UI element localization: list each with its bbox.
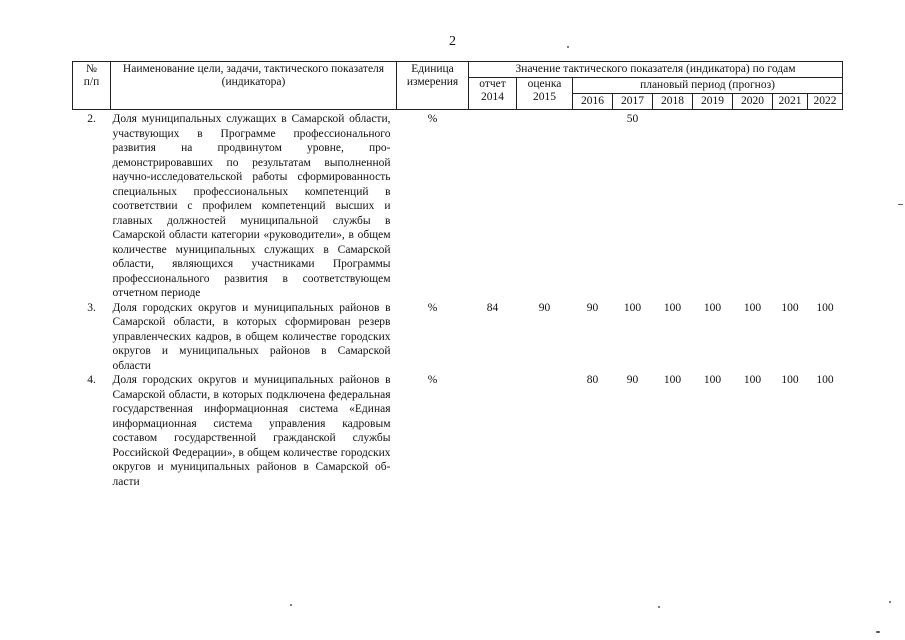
header-year-2016: 2016	[573, 94, 613, 110]
row-value-2014	[469, 110, 517, 301]
header-year-2019: 2019	[693, 94, 733, 110]
header-report-label: отчет	[479, 78, 506, 90]
table-row	[73, 110, 843, 301]
row-value-2022	[808, 110, 843, 301]
header-report-year: 2014	[481, 91, 504, 103]
row-name: Доля муниципальных служащих в Самарской области, участвующих в Программе профессионального развития на продвинутом уровне, продемонстрировавших по результатам выполненной научно-исследовательской работы сформированность специальных профессиональных компетенций в соответствии с профилем компетенций высших и главных должностей муниципальной службы в Самарской области категории «руководители», в общем количестве муниципальных служащих в Самарской области, являющихся участниками Программы профессионального развития в соответствующем отчетном периоде	[112, 113, 391, 299]
scan-speck	[889, 601, 891, 603]
header-estimate	[517, 78, 573, 110]
row-num: 4.	[87, 374, 96, 386]
scan-speck	[290, 604, 292, 606]
row-value-2021: 100	[781, 301, 799, 314]
row-unit: %	[427, 374, 438, 386]
page-number: 2	[449, 34, 456, 49]
row-num: 3.	[87, 301, 96, 314]
header-year-2021: 2021	[773, 94, 808, 110]
row-value-2020	[733, 110, 773, 301]
row-value-2019: 100	[703, 374, 722, 386]
row-unit: %	[427, 301, 438, 314]
row-value-2014: 84	[486, 301, 499, 314]
header-estimate-label: оценка	[527, 78, 562, 90]
header-report	[469, 78, 517, 110]
table-row	[73, 373, 843, 489]
row-value-2014	[469, 373, 517, 489]
row-value-2019: 100	[703, 301, 722, 314]
table-row	[73, 301, 843, 374]
row-num: 2.	[87, 113, 96, 125]
indicator-table	[72, 61, 843, 489]
row-value-2016: 80	[586, 374, 599, 386]
row-value-2022: 100	[816, 374, 834, 386]
header-year-2018: 2018	[653, 94, 693, 110]
header-estimate-year: 2015	[533, 91, 556, 103]
row-value-2022: 100	[816, 301, 834, 314]
row-value-2021: 100	[781, 374, 799, 386]
header-year-2020: 2020	[733, 94, 773, 110]
header-values-group: Значение тактического показателя (индикатора) по годам	[469, 62, 843, 78]
row-value-2018: 100	[663, 301, 682, 314]
header-plan-period: плановый период (прогноз)	[573, 78, 843, 94]
row-value-2018: 100	[663, 374, 682, 386]
header-name: Наименование цели, задачи, тактического показателя (индикатора)	[111, 62, 397, 110]
scan-speck	[658, 606, 660, 608]
header-year-2017: 2017	[613, 94, 653, 110]
row-value-2015	[517, 110, 573, 301]
row-value-2017: 90	[626, 374, 639, 386]
row-name: Доля городских округов и муниципальных районов в Самарской области, в которых сформирован резерв управленческих кадров, в общем количестве городских округов и муниципальных районов в Самарской области	[112, 301, 391, 372]
header-year-2022: 2022	[808, 94, 843, 110]
scan-speck	[898, 204, 903, 205]
row-name: Доля городских округов и муниципальных районов в Самарской области, в которых подключена федеральная государственная информационная система «Единая информационная система управления кадровым составом государственной гражданской службы Российской Федерации», в общем количестве городских округов и муниципальных районов в Самарской области	[112, 374, 391, 488]
row-value-2018	[653, 110, 693, 301]
row-value-2015	[517, 373, 573, 489]
header-unit: Единица измерения	[397, 62, 469, 110]
row-value-2016: 90	[586, 301, 599, 314]
row-value-2020: 100	[743, 374, 762, 386]
row-value-2017: 50	[626, 113, 639, 125]
row-value-2020: 100	[743, 301, 762, 314]
row-value-2017: 100	[623, 301, 642, 314]
header-num: № п/п	[73, 62, 111, 110]
row-unit: %	[427, 113, 438, 125]
row-value-2021	[773, 110, 808, 301]
scan-speck	[567, 46, 569, 48]
row-value-2016	[573, 110, 613, 301]
row-value-2015: 90	[538, 301, 551, 314]
row-value-2019	[693, 110, 733, 301]
scan-speck	[876, 631, 880, 633]
